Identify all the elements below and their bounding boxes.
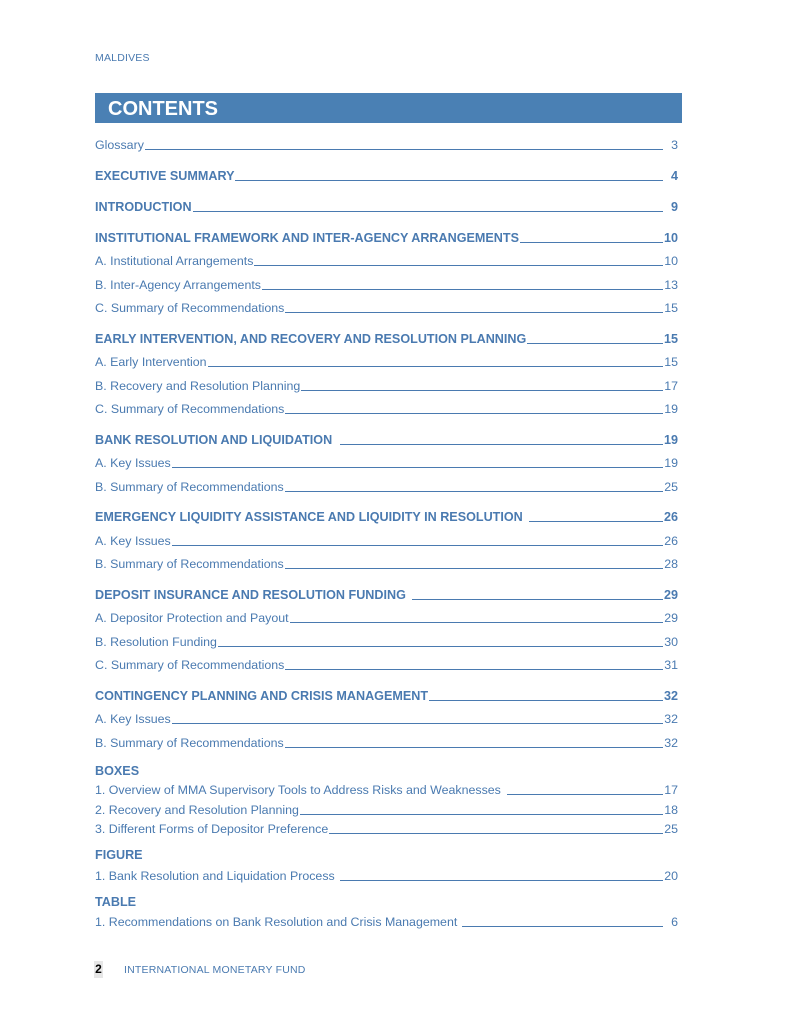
toc-entry-title: B. Summary of Recommendations: [95, 480, 284, 494]
toc-entry-page: 15: [663, 332, 678, 346]
dot-leader: [290, 622, 663, 623]
toc-entry[interactable]: [95, 252, 678, 268]
dot-leader: [172, 467, 663, 468]
dot-leader: [285, 747, 663, 748]
figure-entry[interactable]: [95, 867, 678, 883]
dot-leader: [172, 545, 663, 546]
toc-entry[interactable]: [95, 229, 678, 245]
toc-entry-page: 15: [664, 355, 678, 369]
toc-entry-page: 15: [664, 301, 678, 315]
footer-publisher: INTERNATIONAL MONETARY FUND: [124, 964, 306, 976]
dot-leader: [462, 926, 663, 927]
toc-entry[interactable]: [95, 710, 678, 726]
toc-entry-page: 19: [664, 456, 678, 470]
toc-entry-title: C. Summary of Recommendations: [95, 658, 285, 672]
dot-leader: [172, 723, 663, 724]
box-entry-page: 17: [664, 783, 678, 797]
toc-entry-title: B. Summary of Recommendations: [95, 557, 284, 571]
toc-entry-title: A. Early Intervention: [95, 355, 207, 369]
toc-entry-title: A. Key Issues: [95, 534, 171, 548]
toc-entry-page: 17: [664, 379, 678, 393]
table-heading: TABLE: [95, 895, 137, 909]
box-entry-title: 1. Overview of MMA Supervisory Tools to Address Risks and Weaknesses: [95, 783, 501, 797]
toc-entry-page: 29: [664, 611, 678, 625]
toc-entry-page: 30: [664, 635, 678, 649]
dot-leader: [145, 149, 663, 150]
table-entry-title: 1. Recommendations on Bank Resolution and Crisis Management: [95, 915, 458, 929]
dot-leader: [340, 880, 663, 881]
figure-entry-title: 1. Bank Resolution and Liquidation Process: [95, 869, 335, 883]
toc-entry-title: CONTINGENCY PLANNING AND CRISIS MANAGEMENT: [95, 689, 429, 703]
dot-leader: [520, 242, 663, 243]
toc-entry[interactable]: [95, 167, 678, 183]
toc-entry-title: A. Depositor Protection and Payout: [95, 611, 289, 625]
toc-entry[interactable]: [95, 586, 678, 602]
toc-entry-title: A. Key Issues: [95, 712, 171, 726]
running-header-country: MALDIVES: [95, 52, 150, 64]
dot-leader: [285, 491, 663, 492]
toc-entry[interactable]: [95, 330, 678, 346]
dot-leader: [285, 413, 663, 414]
toc-entry-page: 19: [664, 402, 678, 416]
toc-entry-page: 32: [663, 689, 678, 703]
toc-entry-page: 32: [664, 712, 678, 726]
box-entry-title: 3. Different Forms of Depositor Preference: [95, 822, 329, 836]
toc-entry[interactable]: [95, 377, 678, 393]
toc-entry-title: C. Summary of Recommendations: [95, 301, 285, 315]
toc-entry[interactable]: [95, 734, 678, 750]
table-entry-page: 6: [671, 915, 678, 929]
toc-entry[interactable]: [95, 431, 678, 447]
box-entry[interactable]: [95, 820, 678, 836]
toc-entry[interactable]: [95, 656, 678, 672]
toc-entry-title: BANK RESOLUTION AND LIQUIDATION: [95, 433, 333, 447]
dot-leader: [285, 568, 663, 569]
toc-entry-page: 4: [670, 169, 678, 183]
dot-leader: [527, 343, 663, 344]
toc-entry-title: EARLY INTERVENTION, AND RECOVERY AND RESOLUTION PLANNING: [95, 332, 527, 346]
boxes-heading: BOXES: [95, 764, 140, 778]
toc-entry-page: 32: [664, 736, 678, 750]
toc-entry-page: 9: [670, 200, 678, 214]
toc-entry-title: B. Inter-Agency Arrangements: [95, 278, 261, 292]
dot-leader: [218, 646, 663, 647]
toc-entry-title: EMERGENCY LIQUIDITY ASSISTANCE AND LIQUIDITY IN RESOLUTION: [95, 510, 523, 524]
toc-entry[interactable]: [95, 400, 678, 416]
table-entry[interactable]: [95, 913, 678, 929]
dot-leader: [262, 289, 663, 290]
toc-entry-title: INTRODUCTION: [95, 200, 192, 214]
toc-entry[interactable]: [95, 136, 678, 152]
toc-entry-title: C. Summary of Recommendations: [95, 402, 285, 416]
toc-entry[interactable]: [95, 353, 678, 369]
box-entry-page: 25: [664, 822, 678, 836]
dot-leader: [507, 794, 663, 795]
toc-entry-title: A. Institutional Arrangements: [95, 254, 254, 268]
contents-title: CONTENTS: [108, 98, 218, 120]
toc-entry[interactable]: [95, 276, 678, 292]
dot-leader: [529, 521, 663, 522]
figure-entry-page: 20: [664, 869, 678, 883]
toc-entry-page: 31: [664, 658, 678, 672]
toc-entry-title: B. Recovery and Resolution Planning: [95, 379, 301, 393]
dot-leader: [285, 312, 663, 313]
toc-entry-title: INSTITUTIONAL FRAMEWORK AND INTER-AGENCY ARRANGEMENTS: [95, 231, 519, 245]
dot-leader: [329, 833, 663, 834]
dot-leader: [340, 444, 663, 445]
toc-entry-title: EXECUTIVE SUMMARY: [95, 169, 235, 183]
toc-entry-page: 10: [664, 254, 678, 268]
figure-heading: FIGURE: [95, 848, 143, 862]
toc-entry-page: 10: [663, 231, 678, 245]
toc-entry[interactable]: [95, 532, 678, 548]
contents-banner: [95, 93, 682, 123]
toc-entry-page: 19: [663, 433, 678, 447]
dot-leader: [254, 265, 663, 266]
toc-entry-page: 29: [663, 588, 678, 602]
toc-entry-page: 3: [671, 138, 678, 152]
dot-leader: [208, 366, 663, 367]
toc-entry-page: 26: [663, 510, 678, 524]
toc-entry[interactable]: [95, 478, 678, 494]
box-entry-title: 2. Recovery and Resolution Planning: [95, 803, 299, 817]
toc-entry[interactable]: [95, 299, 678, 315]
toc-entry[interactable]: [95, 609, 678, 625]
toc-entry[interactable]: [95, 555, 678, 571]
dot-leader: [235, 180, 663, 181]
toc-entry-title: B. Summary of Recommendations: [95, 736, 284, 750]
dot-leader: [429, 700, 663, 701]
dot-leader: [412, 599, 663, 600]
toc-entry[interactable]: [95, 687, 678, 703]
box-entry-page: 18: [664, 803, 678, 817]
toc-entry-title: A. Key Issues: [95, 456, 171, 470]
dot-leader: [300, 814, 663, 815]
dot-leader: [285, 669, 663, 670]
toc-entry[interactable]: [95, 508, 678, 524]
toc-entry-title: Glossary: [95, 138, 144, 152]
toc-entry[interactable]: [95, 454, 678, 470]
toc-entry-title: DEPOSIT INSURANCE AND RESOLUTION FUNDING: [95, 588, 406, 602]
toc-entry-page: 25: [664, 480, 678, 494]
dot-leader: [193, 211, 663, 212]
box-entry[interactable]: [95, 801, 678, 817]
toc-entry[interactable]: [95, 198, 678, 214]
toc-entry[interactable]: [95, 633, 678, 649]
footer-page-number: 2: [95, 962, 102, 976]
toc-entry-page: 13: [664, 278, 678, 292]
toc-entry-title: B. Resolution Funding: [95, 635, 217, 649]
toc-entry-page: 26: [664, 534, 678, 548]
dot-leader: [301, 390, 663, 391]
toc-entry-page: 28: [664, 557, 678, 571]
box-entry[interactable]: [95, 781, 678, 797]
